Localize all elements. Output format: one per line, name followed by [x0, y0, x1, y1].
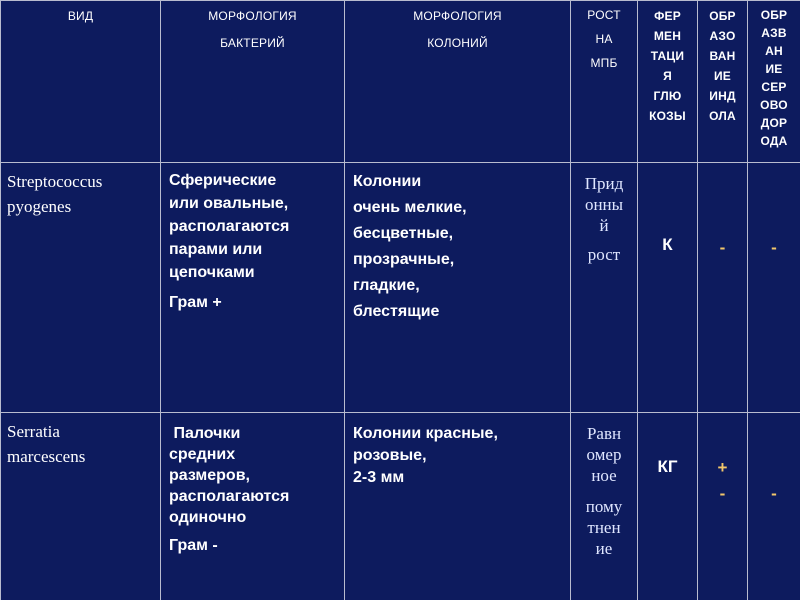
growth-mpb-cell: Равн омер ное пому тнен ие [571, 413, 638, 600]
indole-formation-cell: + - [698, 413, 748, 600]
table-row [1, 163, 800, 413]
gram-stain: Грам - [169, 537, 218, 554]
h2s-formation-cell: - [748, 163, 800, 413]
header-bacteria-morphology: МОРФОЛОГИЯ БАКТЕРИЙ [161, 1, 345, 163]
header-glucose-fermentation: ФЕР МЕН ТАЦИ Я ГЛЮ КОЗЫ [638, 1, 698, 163]
h2s-formation-cell: - [748, 413, 800, 600]
header-growth-mpb: РОСТ НА МПБ [571, 1, 638, 163]
gram-stain: Грам + [169, 294, 222, 311]
species-cell: Serratia marcescens [1, 413, 161, 600]
bacteria-morphology-cell: Палочки средних размеров, располагаются одиночно Грам - [161, 413, 345, 600]
colony-morphology-cell: Колонии красные, розовые, 2-3 мм [345, 413, 571, 600]
header-indole-formation: ОБР АЗО ВАН ИЕ ИНД ОЛА [698, 1, 748, 163]
header-row [1, 1, 800, 163]
species-cell: Streptococcus pyogenes [1, 163, 161, 413]
header-species: ВИД [1, 1, 161, 163]
header-h2s-formation: ОБР АЗВ АН ИЕ СЕР ОВО ДОР ОДА [748, 1, 800, 163]
growth-mpb-cell: Прид онны й рост [571, 163, 638, 413]
bacteria-morphology-cell: Сферические или овальные, располагаются парами или цепочками Грам + [161, 163, 345, 413]
glucose-fermentation-cell: К [638, 163, 698, 413]
glucose-fermentation-cell: КГ [638, 413, 698, 600]
colony-morphology-cell: Колонии очень мелкие, бесцветные, прозрачные, гладкие, блестящие [345, 163, 571, 413]
header-colony-morphology: МОРФОЛОГИЯ КОЛОНИЙ [345, 1, 571, 163]
table-row [1, 413, 800, 600]
indole-formation-cell: - [698, 163, 748, 413]
